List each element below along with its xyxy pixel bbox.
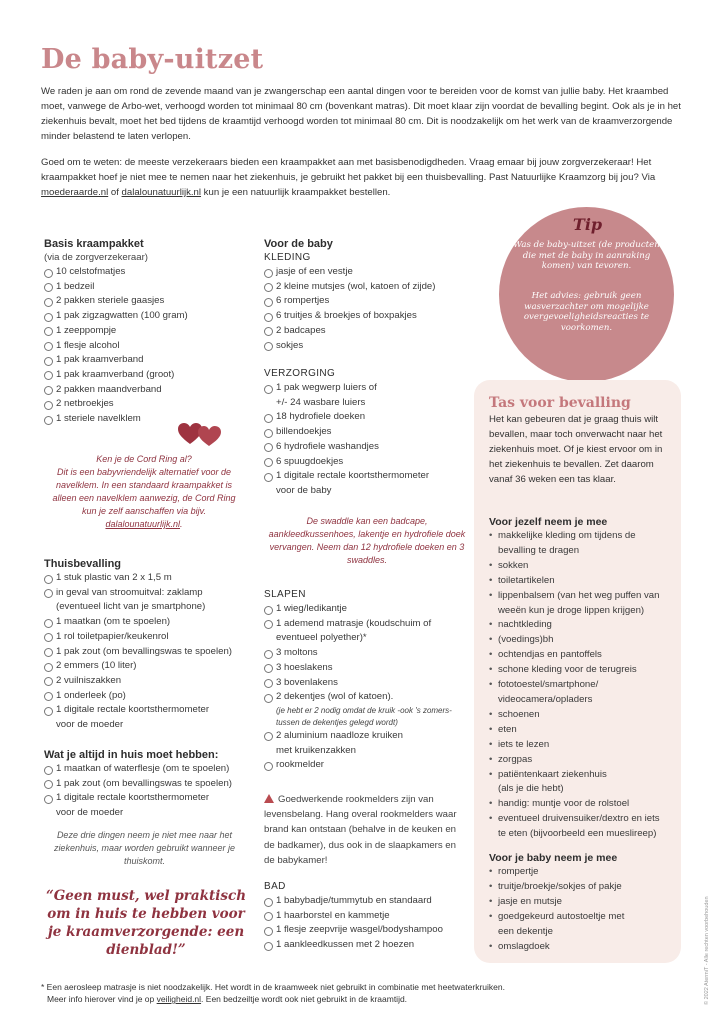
checklist-item[interactable]: 1 haarborstel en kammetje — [264, 909, 474, 924]
checklist-item[interactable]: 1 pak kraamverband — [44, 353, 244, 368]
intro-text: kun je een natuurlijk kraampakket bestellen. — [201, 187, 391, 198]
swaddle-note: De swaddle kan een badcape, aankleedkussenhoes, lakentje en hydrofiele doek vervangen. Neem dan 12 hydrofiele doeken en 3 swaddles. — [268, 516, 466, 565]
link-moederaarde[interactable]: moederaarde.nl — [41, 187, 109, 198]
list-item: • schoenen — [489, 708, 679, 723]
rookmelder-note: Goedwerkende rookmelders zijn van levensbelang. Hang overal rookmelders waar brand kan ontstaan (behalve in de keuken en de badkamer), dus ook in de slaapkamers en de babykamer! — [264, 794, 457, 866]
cordring-text: Dit is een babyvriendelijk alternatief voor de navelklem. In een standaard kraampakket is alleen een navelklem aanwezig, de Cord Ring kun je zelf aanschaffen via bijv. — [52, 467, 236, 516]
link-cordring[interactable]: dalalounatuurlijk.nl — [105, 519, 181, 529]
hearts-icon — [178, 421, 222, 447]
checklist-item[interactable]: billendoekjes — [264, 425, 474, 440]
checklist-item[interactable]: 1 zeeppompje — [44, 324, 244, 339]
altijd-section — [44, 748, 254, 821]
checklist-item[interactable]: 10 celstofmatjes — [44, 265, 244, 280]
thuis-section — [44, 557, 254, 733]
intro-paragraph-1: We raden je aan om rond de zevende maand van je zwangerschap een aantal dingen voor te bereiden voor de komst van jullie baby. Het kraambed moet, vanwege de Arbo-wet, verhoogd worden tot minimaal 80 cm (bovenkant matras). Dit moet klaar zijn voordat de bevalling begint. Ook als je in het ziekenhuis bevalt, moet het bed tijdens de kraamtijd verhoogd worden tot minimaal 80 cm. Dit is noodzakelijk om het werk van de kraamverzorgende minder belastend te laten verlopen. — [41, 86, 681, 142]
basis-note: (via de zorgverzekeraar) — [44, 252, 148, 263]
checklist-item[interactable]: 6 hydrofiele washandjes — [264, 440, 474, 455]
checklist-item[interactable]: 1 digitale rectale koortsthermometer voor de moeder — [44, 791, 254, 820]
verzorging-section — [264, 367, 474, 499]
baby-heading: Voor de baby — [264, 238, 333, 250]
checklist-item[interactable]: 3 moltons — [264, 646, 474, 661]
list-item: • eventueel druivensuiker/dextro en iets te eten (bijvoorbeeld een mueslireep) — [489, 812, 679, 842]
checklist-item[interactable]: sokjes — [264, 339, 474, 354]
checklist-item[interactable]: 2 netbroekjes — [44, 397, 244, 412]
kleding-heading: KLEDING — [264, 252, 311, 263]
basis-section — [44, 237, 244, 427]
checklist-item[interactable]: 1 digitale rectale koortsthermometer voor de baby — [264, 469, 474, 498]
checklist-item[interactable]: 1 pak wegwerp luiers of +/- 24 wasbare luiers — [264, 381, 474, 410]
cordring-note: Ken je de Cord Ring al? Dit is een babyvriendelijk alternatief voor de navelklem. In een standaard kraampakket is alleen een navelklem aanwezig, de Cord Ring kun je zelf aanschaffen via bijv. dalalounatuurlijk.nl. — [44, 453, 244, 531]
intro-paragraph-2 — [41, 155, 686, 200]
list-item: • truitje/broekje/sokjes of pakje — [489, 880, 679, 895]
baby-section — [264, 237, 474, 353]
tip-text-1: Was de baby-uitzet (de producten die met de baby in aanraking komen) van tevoren. — [513, 240, 660, 271]
slapen-list-2 — [264, 729, 474, 773]
checklist-item[interactable]: 6 rompertjes — [264, 294, 474, 309]
list-item: • handig: muntje voor de rolstoel — [489, 797, 679, 812]
intro-text: of — [108, 187, 122, 198]
list-item: • goedgekeurd autostoeltje met een dekentje — [489, 910, 679, 940]
checklist-item[interactable]: 2 emmers (10 liter) — [44, 659, 254, 674]
list-item: • nachtkleding — [489, 618, 679, 633]
checklist-item[interactable]: 1 digitale rectale koortsthermometer voor de moeder — [44, 703, 254, 732]
checklist-item[interactable]: 1 stuk plastic van 2 x 1,5 m — [44, 571, 254, 586]
checklist-item[interactable]: 1 maatkan (om te spoelen) — [44, 615, 254, 630]
checklist-item[interactable]: 1 babybadje/tummytub en standaard — [264, 894, 474, 909]
footer-line-1: * Een aerosleep matrasje is niet noodzakelijk. Het wordt in de kraamweek niet gebruikt in combinatie met heetwaterkruiken. — [41, 982, 505, 992]
slapen-list — [264, 602, 474, 705]
dienblad-quote: “Geen must, wel praktisch om in huis te hebben voor je kraamverzorgende: een dienblad!” — [46, 888, 247, 958]
list-item: • jasje en mutsje — [489, 895, 679, 910]
list-item: • makkelijke kleding om tijdens de bevalling te dragen — [489, 529, 679, 559]
thuis-list — [44, 571, 254, 733]
checklist-item[interactable]: 1 pak kraamverband (groot) — [44, 368, 244, 383]
altijd-list — [44, 762, 254, 821]
slapen-section — [264, 588, 474, 773]
basis-heading: Basis kraampakket — [44, 238, 144, 250]
checklist-item[interactable]: 6 spuugdoekjes — [264, 455, 474, 470]
tas-baby-section — [489, 851, 679, 954]
checklist-item[interactable]: 2 badcapes — [264, 324, 474, 339]
bad-section — [264, 880, 474, 953]
tas-zelf-section — [489, 515, 679, 842]
checklist-item[interactable]: rookmelder — [264, 758, 474, 773]
list-item: • iets te lezen — [489, 738, 679, 753]
list-item: • rompertje — [489, 865, 679, 880]
verzorging-list — [264, 381, 474, 499]
footer-line-2: Meer info hierover vind je op veiligheid.nl. Een bedzeiltje wordt ook niet gebruikt in de kraamtijd. — [47, 994, 408, 1004]
checklist-item[interactable]: 1 wieg/ledikantje — [264, 602, 474, 617]
list-item: • fototoestel/smartphone/ videocamera/opladers — [489, 678, 679, 708]
verzorging-heading: VERZORGING — [264, 368, 336, 379]
list-item: • sokken — [489, 559, 679, 574]
basis-list — [44, 265, 244, 427]
checklist-item[interactable]: 2 aluminium naadloze kruiken met kruikenzakken — [264, 729, 474, 758]
checklist-item[interactable]: 1 maatkan of waterflesje (om te spoelen) — [44, 762, 254, 777]
intro-text: Goed om te weten: de meeste verzekeraars bieden een kraampakket aan met basisbenodigdheden. Vraag emaar bij jouw zorgverzekeraar! Het kraampakket hoef je niet mee te nemen naar het ziekenhuis, je gebruikt het pakket bij een thuisbevalling. Past Natuurlijke Kraamzorg bij jou? Via — [41, 157, 656, 183]
checklist-item[interactable]: 1 pak zout (om bevallingswas te spoelen) — [44, 777, 254, 792]
checklist-item[interactable]: 1 onderleek (po) — [44, 689, 254, 704]
warning-icon — [264, 794, 274, 803]
checklist-item[interactable]: 6 truitjes & broekjes of boxpakjes — [264, 309, 474, 324]
footer-note — [41, 981, 505, 1005]
list-item: • omslagdoek — [489, 940, 679, 955]
list-item: • patiëntenkaart ziekenhuis (als je die hebt) — [489, 768, 679, 798]
checklist-item[interactable]: 1 pak zout (om bevallingswas te spoelen) — [44, 645, 254, 660]
tas-zelf-heading: Voor jezelf neem je mee — [489, 516, 608, 528]
list-item: • ochtendjas en pantoffels — [489, 648, 679, 663]
tip-title: Tip — [572, 215, 603, 234]
altijd-note: Deze drie dingen neem je niet mee naar het ziekenhuis, maar worden gebruikt wanneer je thuiskomt. — [53, 830, 236, 866]
checklist-item[interactable]: 1 pak zigzagwatten (100 gram) — [44, 309, 244, 324]
list-item: • zorgpas — [489, 753, 679, 768]
checklist-item[interactable]: 2 vuilniszakken — [44, 674, 254, 689]
checklist-item[interactable]: 1 flesje alcohol — [44, 339, 244, 354]
altijd-heading: Wat je altijd in huis moet hebben: — [44, 749, 219, 761]
dekentjes-note: (je hebt er 2 nodig omdat de kruik -ook 's zomers- tussen de dekentjes gelegd wordt) — [276, 705, 452, 727]
link-veiligheid[interactable]: veiligheid.nl — [156, 994, 202, 1004]
cordring-title: Ken je de Cord Ring al? — [96, 454, 192, 464]
bad-heading: BAD — [264, 881, 286, 892]
checklist-item[interactable]: 1 rol toiletpapier/keukenrol — [44, 630, 254, 645]
checklist-item[interactable]: 1 steriele navelklem — [44, 412, 244, 427]
checklist-item[interactable]: in geval van stroomuitval: zaklamp (eventueel licht van je smartphone) — [44, 586, 254, 615]
link-dalalounatuurlijk[interactable]: dalalounatuurlijk.nl — [121, 187, 202, 198]
checklist-item[interactable]: 1 ademend matrasje (koudschuim of eventueel polyether)* — [264, 617, 474, 646]
kleding-list — [264, 265, 474, 353]
checklist-item[interactable]: 2 dekentjes (wol of katoen). — [264, 690, 474, 705]
checklist-item[interactable]: 2 kleine mutsjes (wol, katoen of zijde) — [264, 280, 474, 295]
list-item: • lippenbalsem (van het weg puffen van weeën kun je droge lippen krijgen) — [489, 589, 679, 619]
checklist-item[interactable]: 18 hydrofiele doeken — [264, 410, 474, 425]
copyright: © 2022 AtermiT - Alle rechten voorbehouden — [704, 896, 710, 1005]
list-item: • toiletartikelen — [489, 574, 679, 589]
page-title: De baby-uitzet — [41, 44, 264, 75]
bad-list — [264, 894, 474, 953]
checklist-item[interactable]: 3 bovenlakens — [264, 676, 474, 691]
tas-baby-list — [489, 865, 679, 954]
checklist-item[interactable]: 1 bedzeil — [44, 280, 244, 295]
list-item: • schone kleding voor de terugreis — [489, 663, 679, 678]
tas-title: Tas voor bevalling — [489, 395, 631, 411]
slapen-heading: SLAPEN — [264, 589, 306, 600]
list-item: • (voedings)bh — [489, 633, 679, 648]
thuis-heading: Thuisbevalling — [44, 558, 122, 570]
checklist-item[interactable]: 3 hoeslakens — [264, 661, 474, 676]
checklist-item[interactable]: 1 flesje zeepvrije wasgel/bodyshampoo — [264, 923, 474, 938]
checklist-item[interactable]: 1 aankleedkussen met 2 hoezen — [264, 938, 474, 953]
tip-text-2: Het advies: gebruik geen wasverzachter om mogelijke overgevoeligheidsreacties te voorkomen. — [523, 291, 650, 333]
tas-baby-heading: Voor je baby neem je mee — [489, 852, 618, 864]
tas-zelf-list — [489, 529, 679, 842]
list-item: • eten — [489, 723, 679, 738]
checklist-item[interactable]: jasje of een vestje — [264, 265, 474, 280]
checklist-item[interactable]: 2 pakken maandverband — [44, 383, 244, 398]
checklist-item[interactable]: 2 pakken steriele gaasjes — [44, 294, 244, 309]
tas-intro: Het kan gebeuren dat je graag thuis wilt bevallen, maar toch onverwacht naar het ziekenhuis moet. Of je kiest ervoor om in het ziekenhuis te bevallen. Zet daarom vanaf 36 weken een tas klaar. — [489, 414, 663, 485]
